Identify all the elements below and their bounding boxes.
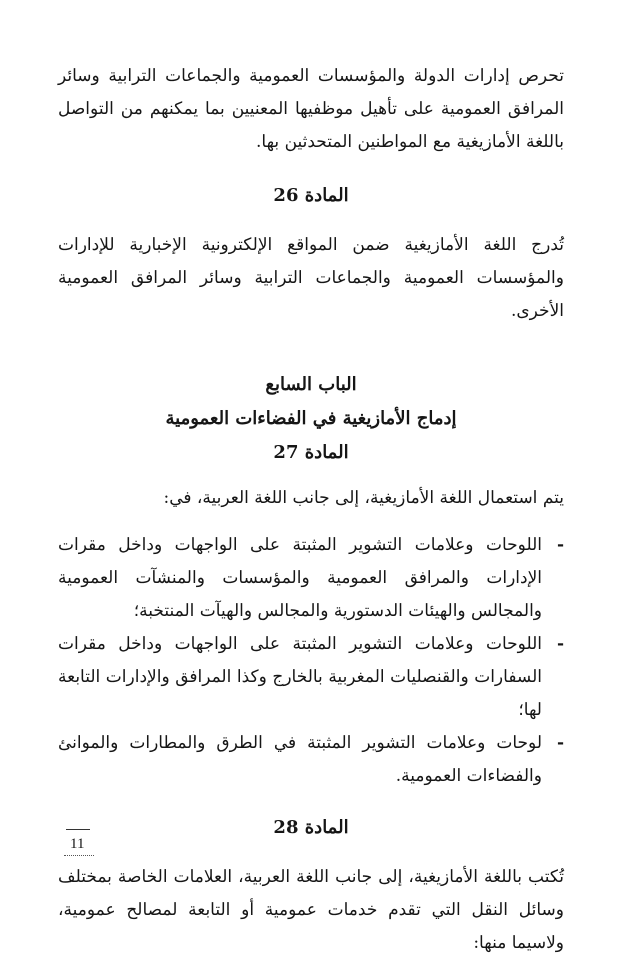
page-number-underline	[64, 855, 94, 856]
list-item	[58, 529, 564, 628]
article-27-title: المادة 27	[273, 442, 349, 463]
bullet-dash: -	[556, 733, 564, 753]
chapter-title: الباب السابع	[265, 374, 357, 395]
article-26-title: المادة 26	[273, 185, 349, 206]
page-number-rule	[66, 829, 90, 830]
page-content	[58, 60, 564, 960]
list-item	[58, 628, 564, 727]
list-item-text: اللوحات وعلامات التشوير المثبتة على الواجهات وداخل مقرات السفارات والقنصليات المغربية بالخارج وكذا المرافق والإدارات التابعة لها؛	[58, 634, 542, 720]
list-item	[58, 727, 564, 793]
list-item-text: اللوحات وعلامات التشوير المثبتة على الواجهات وداخل مقرات الإدارات والمرافق العمومية والمؤسسات والمنشآت العمومية والمجالس والهيئات الدستورية والمجالس والهيآت المنتخبة؛	[58, 535, 542, 621]
chapter-subtitle: إدماج الأمازيغية في الفضاءات العمومية	[165, 408, 457, 429]
article-27-intro: يتم استعمال اللغة الأمازيغية، إلى جانب اللغة العربية، في:	[163, 488, 564, 508]
article-28-text: تُكتب باللغة الأمازيغية، إلى جانب اللغة العربية، العلامات الخاصة بمختلف وسائل النقل التي تقدم خدمات عمومية أو التابعة لمصالح عمومية، ولاسيما منها:	[58, 867, 564, 953]
article-28-title: المادة 28	[273, 817, 349, 838]
bullet-dash: -	[556, 535, 564, 555]
intro-paragraph: تحرص إدارات الدولة والمؤسسات العمومية والجماعات الترابية وسائر المرافق العمومية على تأهيل موظفيها المعنيين بما يمكنهم من التواصل باللغة الأمازيغية مع المواطنين المتحدثين بها.	[58, 66, 564, 152]
bullet-dash: -	[556, 634, 564, 654]
page-number: 11	[70, 836, 85, 852]
article-27-list	[58, 529, 564, 793]
article-26-text: تُدرج اللغة الأمازيغية ضمن المواقع الإلكترونية الإخبارية للإدارات والمؤسسات العمومية والجماعات الترابية وسائر المرافق العمومية الأخرى.	[58, 235, 564, 321]
list-item-text: لوحات وعلامات التشوير المثبتة في الطرق والمطارات والموانئ والفضاءات العمومية.	[58, 733, 543, 786]
